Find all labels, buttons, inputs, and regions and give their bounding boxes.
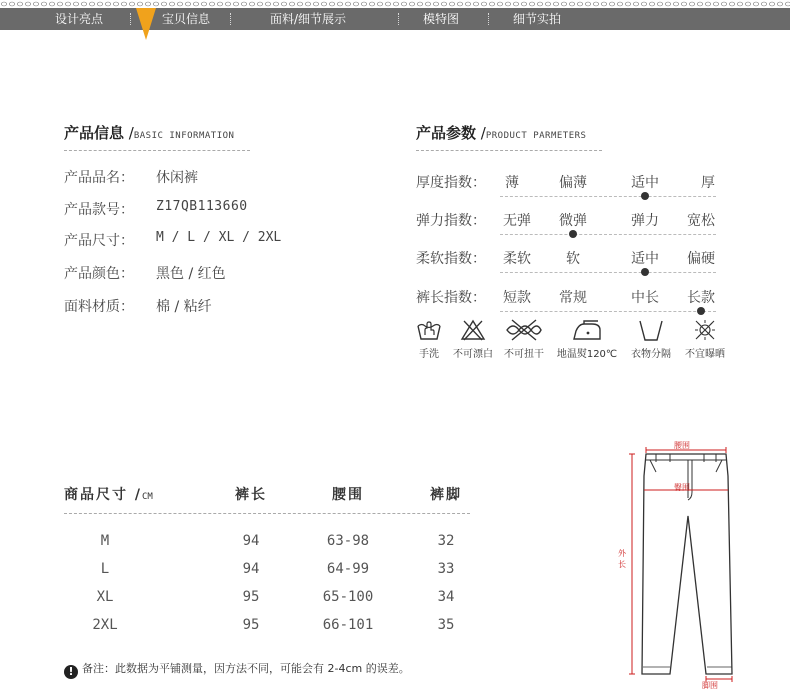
waist-cell: 65-100: [322, 589, 374, 605]
care-label: 地温熨120℃: [556, 349, 618, 360]
product-params-title-en: PRODUCT PARMETERS: [485, 131, 587, 141]
param-option: 常规: [559, 290, 587, 306]
no-sun-dry-icon: [692, 318, 718, 342]
iron-low-icon: [570, 318, 604, 342]
product-info-title: 产品信息: [64, 124, 125, 142]
info-label: 产品尺寸：: [64, 233, 134, 249]
care-label: 衣物分隔: [631, 349, 671, 360]
pants-outline-drawing: [612, 436, 780, 690]
nav-item-design-highlights[interactable]: 设计亮点: [55, 12, 104, 26]
nav-separator: [488, 13, 489, 25]
nav-separator: [398, 13, 399, 25]
hem-cell: 33: [437, 561, 455, 577]
size-table-title: 商品尺寸: [64, 487, 128, 503]
param-row-softness: [416, 248, 716, 286]
param-option: 适中: [631, 251, 659, 267]
hip-measure-label: 臀围: [674, 483, 690, 492]
hem-cell: 34: [437, 589, 455, 605]
measurement-note: [64, 660, 410, 679]
length-cell: 95: [242, 617, 260, 633]
param-option: 柔软: [503, 251, 531, 267]
wash-separately-icon: [636, 318, 666, 342]
param-option: 偏薄: [559, 175, 587, 191]
nav-item-product-info[interactable]: 宝贝信息: [162, 12, 211, 26]
info-label: 产品款号：: [64, 202, 134, 218]
column-header-length: 裤长: [235, 487, 267, 503]
param-option: 长款: [687, 290, 715, 306]
hem-measure-label: 脚围: [702, 681, 718, 690]
length-measure-label: 外长: [618, 549, 626, 569]
size-cell: 2XL: [92, 617, 118, 633]
care-label: 手洗: [419, 349, 439, 360]
care-iron-low: [552, 318, 622, 360]
length-cell: 95: [242, 589, 260, 605]
param-row-thickness: [416, 172, 716, 210]
column-header-hem: 裤脚: [430, 487, 462, 503]
nav-separator: [130, 13, 131, 25]
info-label: 产品品名：: [64, 170, 134, 186]
param-track: [500, 196, 716, 197]
decorative-chain-border: [0, 0, 790, 8]
nav-separator: [230, 13, 231, 25]
param-label: 柔软指数：: [416, 251, 486, 267]
pants-measurement-diagram: [612, 436, 780, 690]
param-indicator-dot: [641, 268, 649, 276]
care-no-wring: [489, 318, 559, 360]
nav-item-fabric-details[interactable]: 面料/细节展示: [270, 12, 347, 26]
param-option: 无弹: [503, 213, 531, 229]
param-option: 宽松: [687, 213, 715, 229]
param-option: 偏硬: [687, 251, 715, 267]
exclamation-icon: !: [64, 665, 78, 679]
care-no-sun-dry: [670, 318, 740, 360]
active-tab-pointer: [136, 8, 156, 40]
param-track: [500, 311, 716, 312]
info-value: M / L / XL / 2XL: [156, 230, 282, 245]
length-cell: 94: [242, 561, 260, 577]
info-label: 产品颜色：: [64, 266, 134, 282]
param-indicator-dot: [697, 307, 705, 315]
param-option: 厚: [701, 175, 715, 191]
param-indicator-dot: [569, 230, 577, 238]
waist-cell: 64-99: [326, 561, 370, 577]
product-info-title-en: BASIC INFORMATION: [133, 131, 235, 141]
size-table-unit: CM: [142, 492, 153, 502]
table-divider: [64, 513, 470, 514]
product-params-heading: 产品参数 /PRODUCT PARMETERS: [416, 124, 587, 142]
info-value: 休闲裤: [156, 170, 198, 186]
param-option: 微弹: [559, 213, 587, 229]
column-header-waist: 腰围: [332, 487, 364, 503]
hem-cell: 32: [437, 533, 455, 549]
info-value: Z17QB113660: [156, 199, 248, 214]
no-bleach-icon: [460, 318, 486, 342]
care-label: 不宜曝晒: [685, 349, 725, 360]
product-params-title: 产品参数: [416, 124, 477, 142]
param-option: 中长: [631, 290, 659, 306]
divider: [64, 150, 250, 151]
param-label: 裤长指数：: [416, 290, 486, 306]
param-row-elasticity: [416, 210, 716, 248]
param-track: [500, 272, 716, 273]
param-option: 适中: [631, 175, 659, 191]
waist-measure-label: 腰围: [674, 441, 690, 450]
length-cell: 94: [242, 533, 260, 549]
size-cell: XL: [96, 589, 114, 605]
care-label: 不可扭干: [504, 349, 544, 360]
param-option: 短款: [503, 290, 531, 306]
param-track: [500, 234, 716, 235]
note-text: 备注：此数据为平铺测量，因方法不同，可能会有 2-4cm 的误差。: [82, 662, 410, 675]
info-value: 黑色 / 红色: [156, 266, 226, 282]
info-label: 面料材质：: [64, 299, 134, 315]
nav-item-detail-shots[interactable]: 细节实拍: [513, 12, 562, 26]
param-option: 薄: [505, 175, 519, 191]
size-cell: L: [100, 561, 110, 577]
param-label: 厚度指数：: [416, 175, 486, 191]
param-indicator-dot: [641, 192, 649, 200]
size-cell: M: [100, 533, 110, 549]
divider: [416, 150, 602, 151]
waist-cell: 66-101: [322, 617, 374, 633]
top-navigation: [0, 8, 790, 30]
product-info-heading: 产品信息 /BASIC INFORMATION: [64, 124, 235, 142]
no-wring-icon: [504, 318, 544, 342]
info-value: 棉 / 粘纤: [156, 299, 212, 315]
care-label: 不可漂白: [453, 349, 493, 360]
param-label: 弹力指数：: [416, 213, 486, 229]
param-option: 软: [566, 251, 580, 267]
hem-cell: 35: [437, 617, 455, 633]
size-table-heading: 商品尺寸 /CM: [64, 487, 153, 503]
waist-cell: 63-98: [326, 533, 370, 549]
param-option: 弹力: [631, 213, 659, 229]
nav-item-model-photos[interactable]: 模特图: [423, 12, 460, 26]
